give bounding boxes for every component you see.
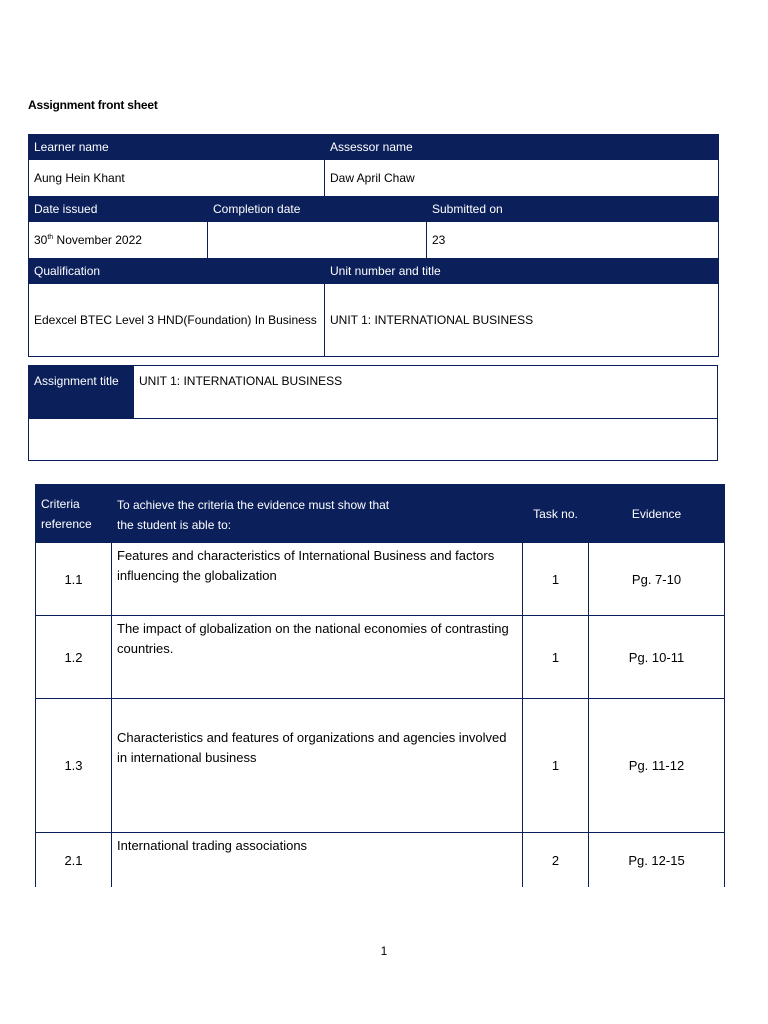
assignment-title-block (28, 365, 718, 461)
qualification-label: Qualification (29, 259, 325, 284)
criteria-table (35, 484, 725, 887)
submitted-on-label: Submitted on (427, 197, 719, 222)
qualification-value: Edexcel BTEC Level 3 HND(Foundation) In Business (29, 284, 325, 357)
evidence: Pg. 11-12 (589, 699, 725, 833)
criteria-ref: 1.1 (36, 543, 112, 616)
task-no: 1 (523, 543, 589, 616)
assessor-name-label: Assessor name (325, 135, 719, 160)
criteria-desc: International trading associations (112, 833, 523, 888)
evidence: Pg. 10-11 (589, 616, 725, 699)
assignment-title-value: UNIT 1: INTERNATIONAL BUSINESS (134, 366, 718, 419)
criteria-ref-header: Criteria reference (36, 485, 112, 543)
assignment-title-label: Assignment title (29, 366, 135, 419)
task-no: 1 (523, 616, 589, 699)
task-no: 1 (523, 699, 589, 833)
evidence: Pg. 7-10 (589, 543, 725, 616)
criteria-desc: The impact of globalization on the national economies of contrasting countries. (112, 616, 523, 699)
table-row (36, 616, 725, 699)
assignment-title-blank-row (29, 419, 718, 461)
table-row (36, 833, 725, 888)
page-number: 1 (380, 944, 388, 958)
date-issued-value: 30th November 2022 (29, 222, 208, 259)
evidence-header: Evidence (589, 485, 725, 543)
task-no-header: Task no. (523, 485, 589, 543)
unit-label: Unit number and title (325, 259, 719, 284)
submitted-on-value: 23 (427, 222, 719, 259)
completion-date-value (208, 222, 427, 259)
table-row (36, 543, 725, 616)
date-issued-label: Date issued (29, 197, 208, 222)
learner-info-table (28, 134, 719, 357)
page-title: Assignment front sheet (28, 98, 158, 112)
learner-name-value: Aung Hein Khant (29, 160, 325, 197)
criteria-ref: 2.1 (36, 833, 112, 888)
table-row (36, 699, 725, 833)
criteria-desc-header: To achieve the criteria the evidence must show that the student is able to: (112, 485, 523, 543)
assessor-name-value: Daw April Chaw (325, 160, 719, 197)
criteria-ref: 1.2 (36, 616, 112, 699)
criteria-desc: Features and characteristics of International Business and factors influencing the globalization (112, 543, 523, 616)
task-no: 2 (523, 833, 589, 888)
completion-date-label: Completion date (208, 197, 427, 222)
evidence: Pg. 12-15 (589, 833, 725, 888)
criteria-ref: 1.3 (36, 699, 112, 833)
learner-name-label: Learner name (29, 135, 325, 160)
unit-value: UNIT 1: INTERNATIONAL BUSINESS (325, 284, 719, 357)
criteria-desc: Characteristics and features of organizations and agencies involved in international business (112, 699, 523, 833)
